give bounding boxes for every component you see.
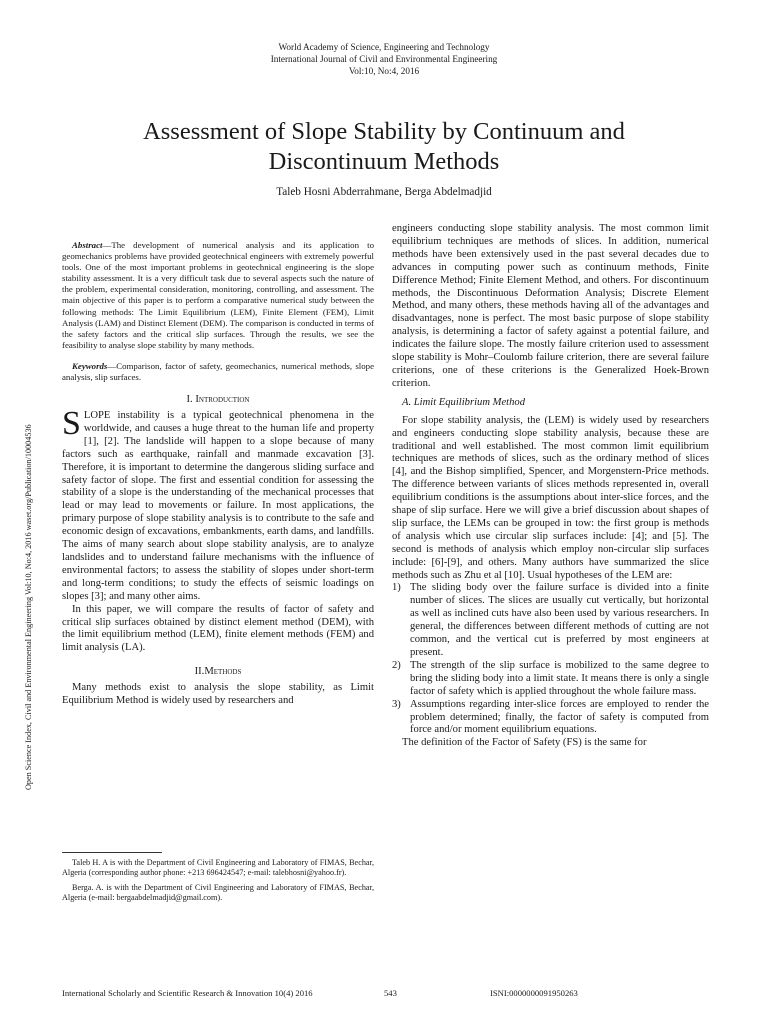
footer-isni: ISNI:0000000091950263 (490, 988, 578, 998)
footnote-2: Berga. A. is with the Department of Civil Engineering and Laboratory of FIMAS, Bechar, Algeria (e-mail: bergaabdelmadjid@gmail.com). (62, 882, 374, 903)
right-paragraph-1: engineers conducting slope stability analysis. The most common limit equilibrium techniques are methods of slices. In addition, numerical methods have been extensively used in the past several decades due to advances in computing power such as continuum methods, Finite Difference Method; Finite Element Method, and others. For discontinuum methods, the Discontinuous Deformation Analysis; Discrete Element Method, and many others, these methods having all of the advantages and disadvantages, none is perfect. The most basic purpose of slope stability analysis, is determining a factor of safety against a potential failure, and indicates the failure slope. The mostly failure criterion used to assessment slope stability is Mohr–Coulomb failure criterion, there are several failure criterions, one of these criterions is the Generalized Hoek-Brown criterion. (392, 223, 709, 389)
intro-p1-text: LOPE instability is a typical geotechnical phenomena in the worldwide, and causes a huge threat to the human life and property [1], [2]. The landslide will happen to a slope because of many factors such as earthquake, rainfall and manmade excavation [3]. Therefore, it is important to determine the dangerous sliding surface and safety factor of slope. The first and essential condition for assessing the stability of a slope is the understanding of the mechanical processes that lead or may lead to movements or failure. In most applications, the primary purpose of slope stability analysis is to contribute to the safe and economic design of excavations, embankments, earth dams, and landfills. The aims of many search about slope stability analysis, are to analyze landslides and to understand failure mechanisms with the influence of environmental factors; to assess the stability of slopes under short-term and long-term conditions; to study the effects of seismic loadings on slopes [3]; and many other aims. (62, 410, 374, 602)
section-title: Introduction (195, 394, 250, 406)
right-paragraph-3: The definition of the Factor of Safety (FS) is the same for (402, 737, 647, 749)
list-item-number: 1) (392, 582, 401, 594)
list-item (392, 699, 709, 738)
list-item-text: Assumptions regarding inter-slice forces are employed to render the problem determined; finally, the factor of safety is computed from force and/or moment equilibrium equations. (410, 698, 709, 736)
keywords (62, 361, 374, 383)
footnotes (62, 858, 374, 908)
header-line-volume: Vol:10, No:4, 2016 (348, 65, 420, 76)
abstract-label: Abstract (72, 240, 103, 250)
section-heading-introduction (62, 394, 374, 407)
intro-paragraph-2: In this paper, we will compare the results of factor of safety and critical slip surfaces obtained by distinct element method (DEM), with the limit equilibrium method (LEM), finite element methods (FEM) and limit analysis (LA). (62, 603, 374, 654)
drop-cap: S (62, 405, 81, 443)
footer-publisher: International Scholarly and Scientific Research & Innovation 10(4) 2016 (62, 988, 313, 998)
keywords-text: Comparison, factor of safety, geomechanics, numerical methods, slope analysis, slip surfaces. (62, 360, 374, 383)
keywords-dash: — (107, 360, 117, 371)
header-line-journal: International Journal of Civil and Environmental Engineering (270, 53, 498, 64)
footnote-rule (62, 852, 162, 853)
list-item-number: 3) (392, 698, 401, 710)
journal-header (0, 42, 768, 77)
right-paragraph-2: For slope stability analysis, the (LEM) is widely used by researchers and engineers conducting slope stability analysis, because these are traditional and well established. The most common limit equilibrium techniques are methods of slices, such as the ordinary method of slices [4], and the Bishop simplified, Spencer, and Morgenstern-Price methods. The difference between variants of slices methods represented in, overall equilibrium conditions is the assumptions about inter-slice forces, and the shape of slip surface. Here we will give a brief discussion about shapes of slip surface, the LEMs can be grouped in tow: the first group is methods of analysis which use circular slip surfaces include: [4]; and [5]. The second is methods of analysis which employ non-circular slip surfaces include: [6]-[9], and others. Many authors have summarized the slice methods such as Zhu et al [10]. Usual hypotheses of the LEM are: (392, 414, 709, 581)
header-line-publisher: World Academy of Science, Engineering and Technology (278, 42, 490, 52)
list-item-number: 2) (392, 659, 401, 671)
section-num: I. (186, 394, 193, 406)
list-item (392, 582, 709, 659)
subsection-heading-lem: A. Limit Equilibrium Method (402, 396, 526, 408)
footnote-1: Taleb H. A is with the Department of Civil Engineering and Laboratory of FIMAS, Bechar, Algeria (corresponding author phone: +213 696424547; e-mail: talebhosni@yahoo.fr). (62, 858, 374, 878)
list-item-text: The strength of the slip surface is mobilized to the same degree to bring the sliding body into a limit state. It means there is only a single factor of safety which is applied throughout the whole failure mass. (410, 659, 709, 697)
title-line-2: Discontinuum Methods (268, 148, 500, 175)
abstract-dash: — (102, 240, 112, 250)
left-column (62, 240, 374, 708)
list-item-text: The sliding body over the failure surface is divided into a finite number of slices. The slices are usually cut vertically, but horizontal as well as inclined cuts have also been used by various researchers. In general, the differences between different methods of cutting are not common, and the vertical cut is preferred by most engineers at present. (410, 582, 709, 658)
section-num: II. (194, 666, 205, 678)
footer-page-number: 543 (384, 988, 397, 998)
section-heading-methods (62, 666, 374, 679)
intro-paragraph-1 (62, 405, 374, 604)
right-column (392, 223, 709, 750)
authors: Taleb Hosni Abderrahmane, Berga Abdelmadjid (276, 186, 492, 198)
abstract (62, 240, 374, 351)
hypotheses-list (392, 582, 709, 737)
title-line-1: Assessment of Slope Stability by Continuum and (143, 118, 625, 145)
paper-title (40, 117, 728, 177)
sidebar-citation: Open Science Index, Civil and Environmental Engineering Vol:10, No:4, 2016 waset.org/Publication/10004536 (24, 424, 33, 790)
list-item (392, 660, 709, 699)
methods-paragraph-1: Many methods exist to analysis the slope stability, as Limit Equilibrium Method is widely used by researchers and (62, 682, 374, 707)
abstract-text: The development of numerical analysis and its application to geomechanics problems have provided geotechnical engineers with extremely powerful tools. One of the most important problems in geotechnical engineering is the slope stability assessment. It is a very difficult task due to several aspects such the nature of the problem, experimental consideration, monitoring, controlling, and assessment. The main objective of this paper is to perform a comparative numerical study between the following methods: The Limit Equilibrium (LEM), Finite Element (FEM), Limit Analysis (LAM) and Distinct Element (DEM). The comparison is conducted in terms of the safety factors and the critical slip surfaces. Through the results, we see the feasibility to analyse slope stability by many methods. (62, 240, 375, 350)
keywords-label: Keywords (72, 360, 108, 371)
section-title: Methods (204, 666, 242, 678)
